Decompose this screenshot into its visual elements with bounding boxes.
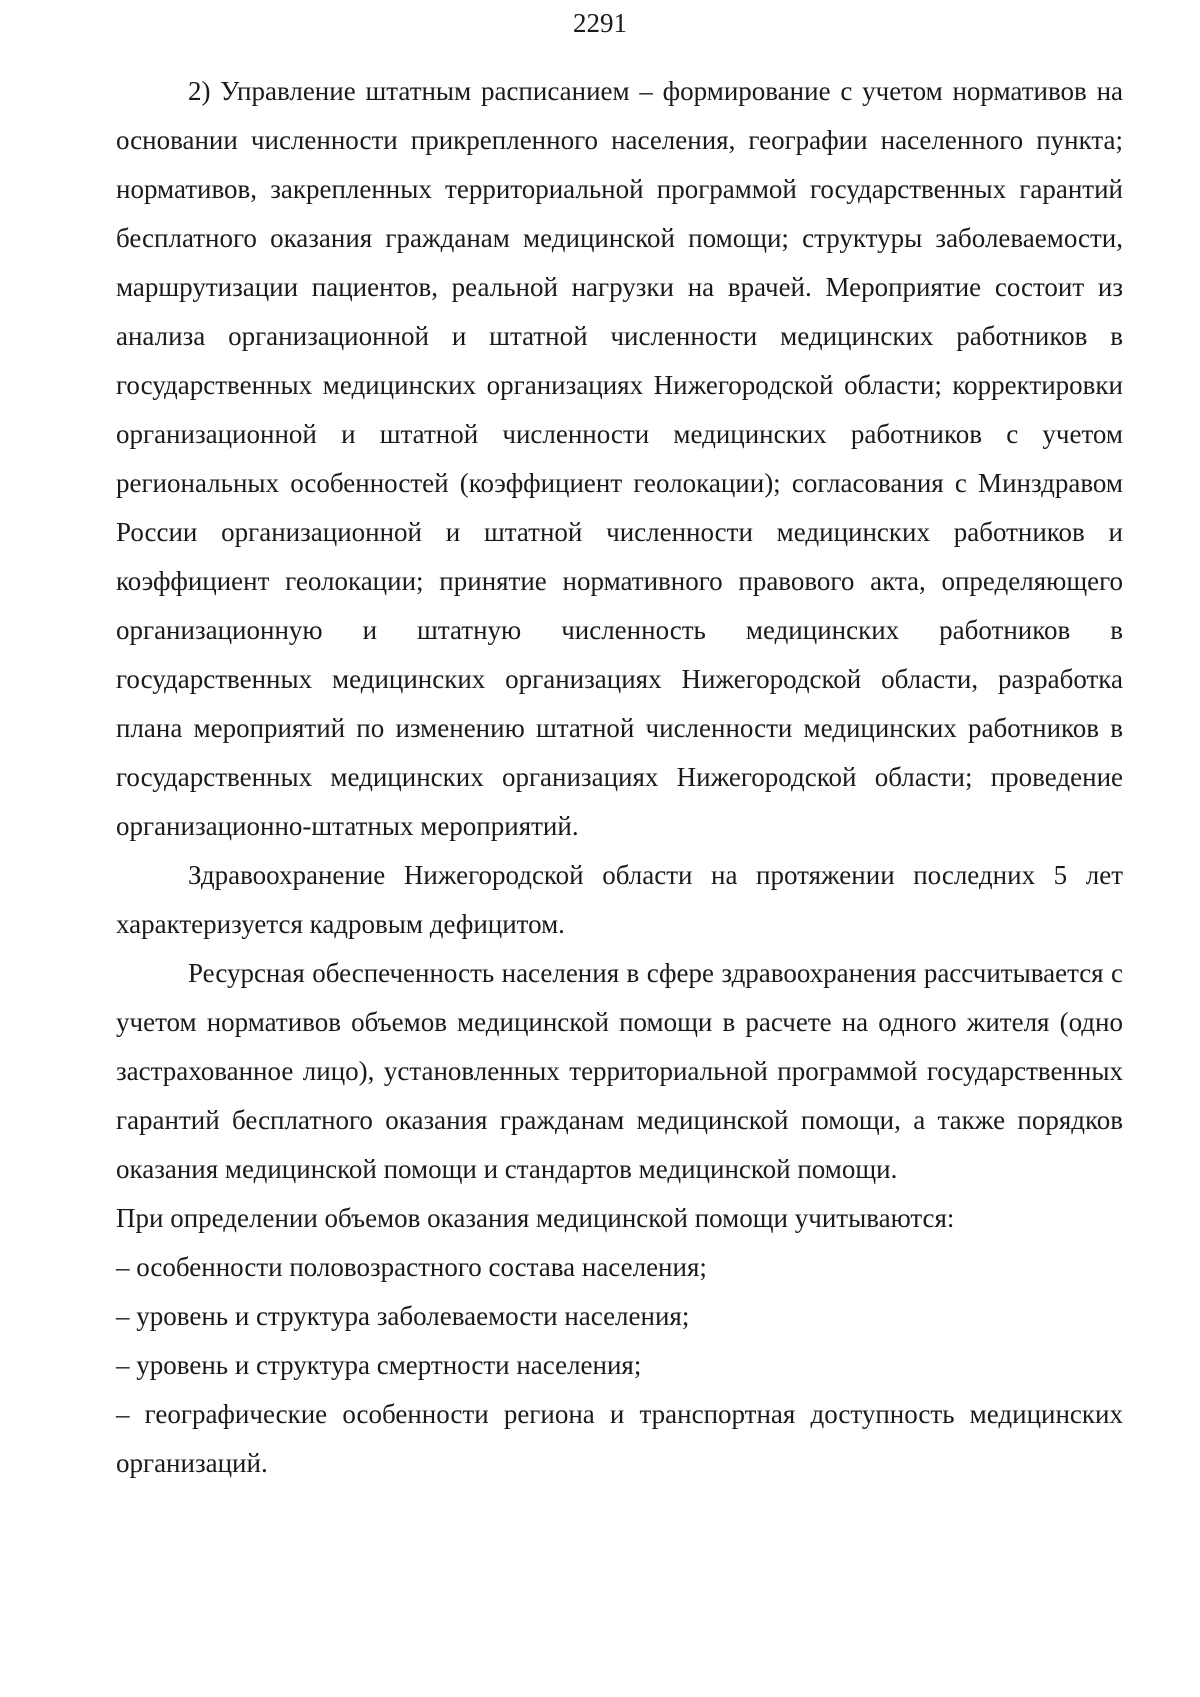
list-item: – уровень и структура смертности населения; xyxy=(116,1350,642,1380)
list-item: – особенности половозрастного состава населения; xyxy=(116,1252,707,1282)
list-item: – уровень и структура заболеваемости населения; xyxy=(116,1301,690,1331)
paragraph-staff-deficit: Здравоохранение Нижегородской области на протяжении последних 5 лет характеризуется кадровым дефицитом. xyxy=(116,860,1123,939)
paragraph-resource-provision: Ресурсная обеспеченность населения в сфере здравоохранения рассчитывается с учетом нормативов объемов медицинской помощи в расчете на одного жителя (одно застрахованное лицо), установленных территориальной программой государственных гарантий бесплатного оказания гражданам медицинской помощи, а также порядков оказания медицинской помощи и стандартов медицинской помощи. xyxy=(116,958,1123,1184)
list-item: – географические особенности региона и транспортная доступность медицинских организаций. xyxy=(116,1399,1123,1478)
page-number: 2291 xyxy=(573,8,627,38)
document-body xyxy=(116,67,1123,1488)
paragraph-staffing-management: 2) Управление штатным расписанием – формирование с учетом нормативов на основании численности прикрепленного населения, географии населенного пункта; нормативов, закрепленных территориальной программой государственных гарантий бесплатного оказания гражданам медицинской помощи; структуры заболеваемости, маршрутизации пациентов, реальной нагрузки на врачей. Мероприятие состоит из анализа организационной и штатной численности медицинских работников в государственных медицинских организациях Нижегородской области; корректировки организационной и штатной численности медицинских работников с учетом региональных особенностей (коэффициент геолокации); согласования с Минздравом России организационной и штатной численности медицинских работников и коэффициент геолокации; принятие нормативного правового акта, определяющего организационную и штатную численность медицинских работников в государственных медицинских организациях Нижегородской области, разработка плана мероприятий по изменению штатной численности медицинских работников в государственных медицинских организациях Нижегородской области; проведение организационно-штатных мероприятий. xyxy=(116,76,1123,841)
list-intro: При определении объемов оказания медицинской помощи учитываются: xyxy=(116,1203,955,1233)
